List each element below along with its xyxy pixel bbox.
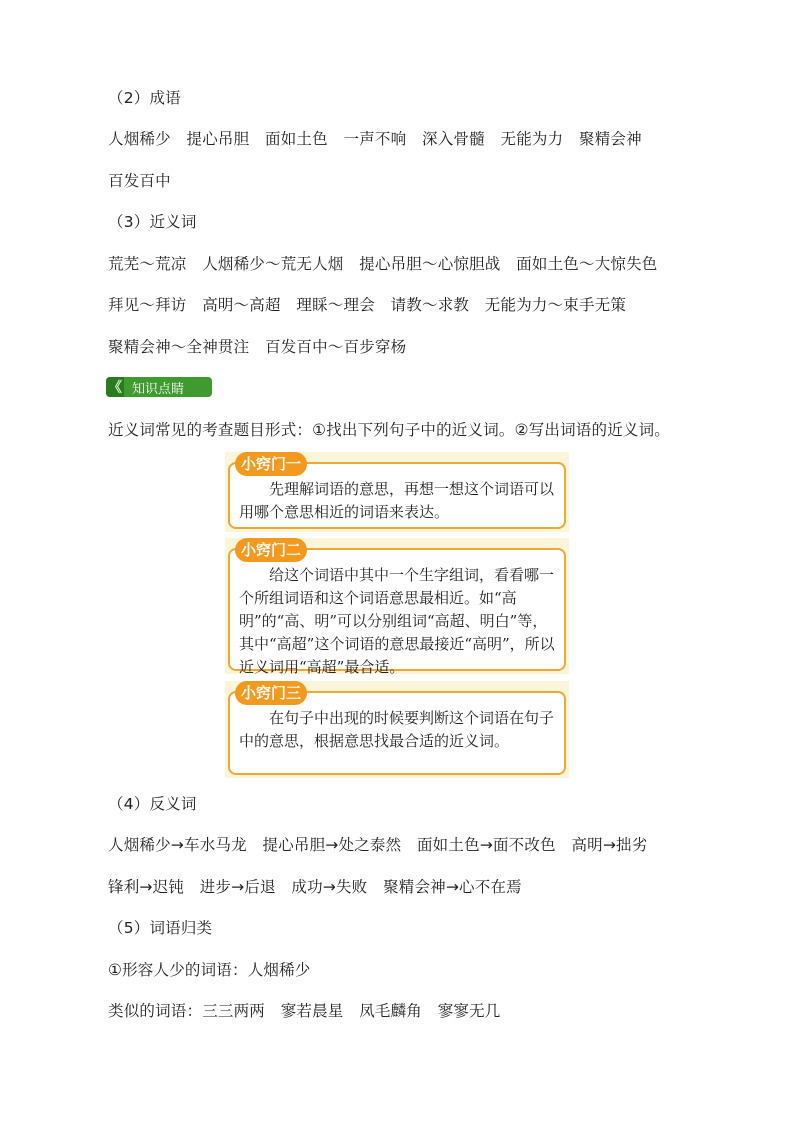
synonyms-line-2: 拜见～拜访 高明～高超 理睬～理会 请教～求教 无能为力～束手无策 bbox=[108, 296, 627, 314]
tip-card-3 bbox=[225, 681, 569, 778]
tip-card-1 bbox=[225, 452, 569, 532]
classify-heading: （5）词语归类 bbox=[108, 919, 213, 937]
idioms-line-2: 百发百中 bbox=[108, 172, 171, 190]
tip-title: 小窍门一 bbox=[235, 452, 307, 476]
knowledge-badge bbox=[106, 377, 212, 397]
tip-text: 在句子中出现的时候要判断这个词语在句子中的意思，根据意思找最合适的近义词。 bbox=[239, 709, 555, 750]
idioms-heading: （2）成语 bbox=[108, 89, 181, 107]
tip-body bbox=[239, 478, 559, 524]
idioms-line-1: 人烟稀少 提心吊胆 面如土色 一声不响 深入骨髓 无能为力 聚精会神 bbox=[108, 130, 642, 148]
tip-body bbox=[239, 564, 559, 679]
synonyms-line-1: 荒芜～荒凉 人烟稀少～荒无人烟 提心吊胆～心惊胆战 面如土色～大惊失色 bbox=[108, 255, 658, 273]
chevron-left-icon: 《 bbox=[106, 377, 124, 397]
classify-line-1: ①形容人少的词语：人烟稀少 bbox=[108, 961, 311, 979]
tip-text: 给这个词语中其中一个生字组词，看看哪一个所组词语和这个词语意思最相近。如“高明”的“高、明”可以分别组词“高超、明白”等，其中“高超”这个词语的意思最接近“高明”，所以近义词用“高超”最合适。 bbox=[239, 566, 555, 676]
synonyms-line-3: 聚精会神～全神贯注 百发百中～百步穿杨 bbox=[108, 338, 407, 356]
classify-line-2: 类似的词语：三三两两 寥若晨星 凤毛麟角 寥寥无几 bbox=[108, 1002, 501, 1020]
antonyms-line-2: 锋利→迟钝 进步→后退 成功→失败 聚精会神→心不在焉 bbox=[108, 878, 522, 896]
tip-title: 小窍门二 bbox=[235, 538, 307, 562]
tip-body bbox=[239, 707, 559, 753]
knowledge-text: 近义词常见的考查题目形式：①找出下列句子中的近义词。②写出词语的近义词。 bbox=[108, 421, 670, 439]
knowledge-badge-label: 知识点睛 bbox=[132, 381, 185, 397]
tip-title: 小窍门三 bbox=[235, 681, 307, 705]
synonyms-heading: （3）近义词 bbox=[108, 213, 197, 231]
antonyms-line-1: 人烟稀少→车水马龙 提心吊胆→处之泰然 面如土色→面不改色 高明→拙劣 bbox=[108, 836, 648, 854]
tip-text: 先理解词语的意思，再想一想这个词语可以用哪个意思相近的词语来表达。 bbox=[239, 480, 555, 521]
antonyms-heading: （4）反义词 bbox=[108, 795, 197, 813]
tip-card-2 bbox=[225, 538, 569, 674]
